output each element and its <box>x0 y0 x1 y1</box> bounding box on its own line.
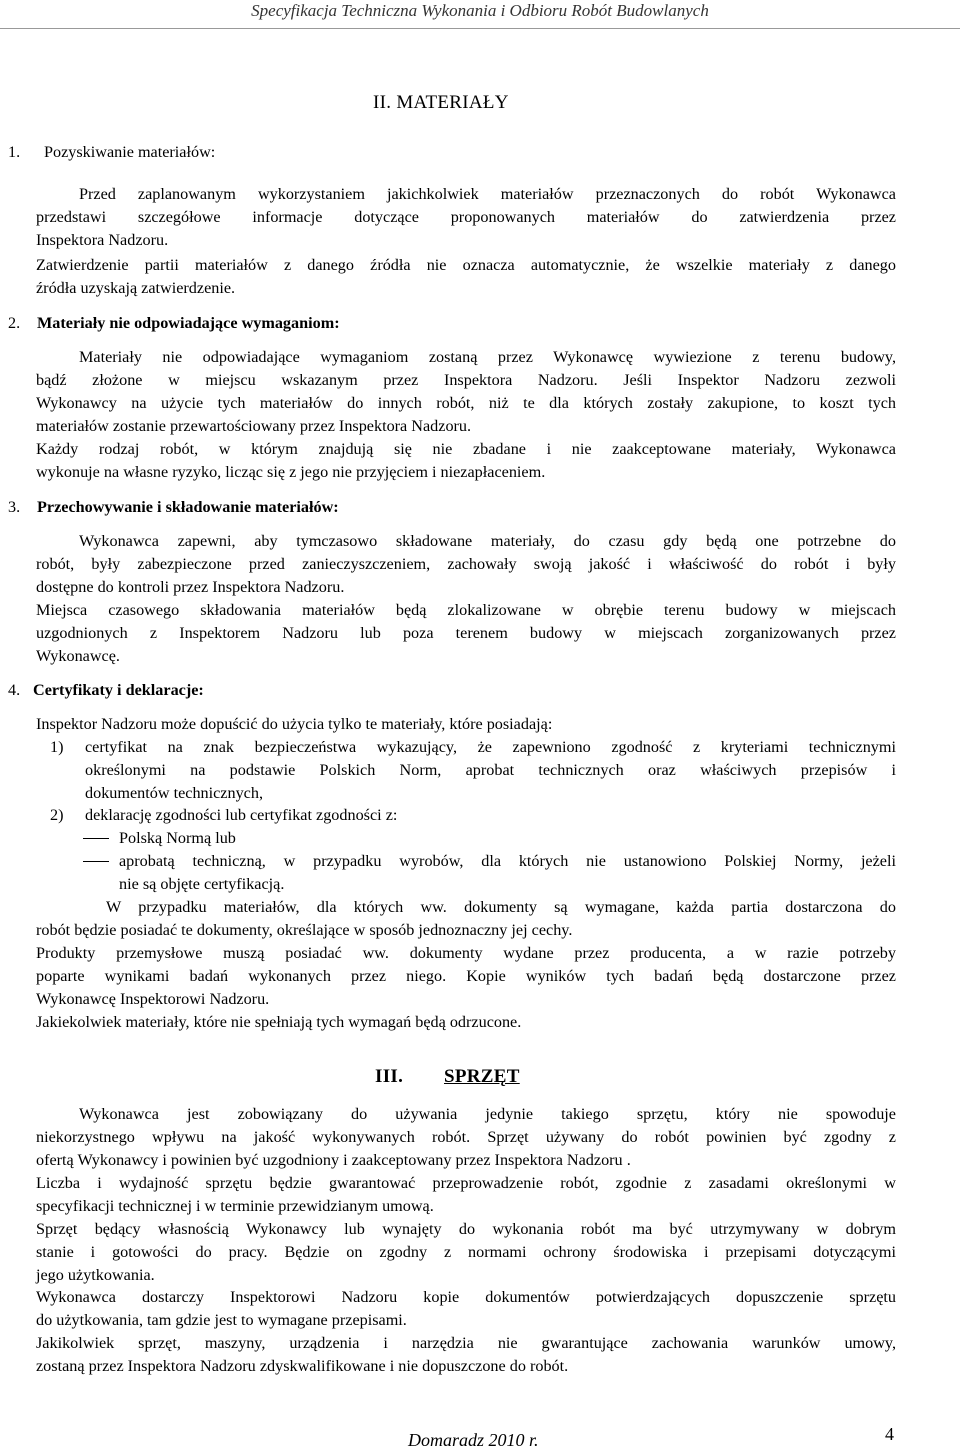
text-line: Wykonawcy na użycie tych materiałów do innych robót, niż te dla których zostały zakupione, to koszt tych <box>36 394 896 412</box>
text-line: źródła uzyskają zatwierdzenie. <box>36 279 236 297</box>
section-title-materialy: II. MATERIAŁY <box>373 92 509 113</box>
text-line: Wykonawca zapewni, aby tymczasowo składowane materiały, do czasu gdy będą one potrzebne do <box>79 532 896 550</box>
text-line: Przed zaplanowanym wykorzystaniem jakichkolwiek materiałów przeznaczonych do robót Wykonawca <box>79 185 896 203</box>
text-line: Wykonawca jest zobowiązany do używania jedynie takiego sprzętu, który nie spowoduje <box>79 1105 896 1123</box>
text-line: certyfikat na znak bezpieczeństwa wykazujący, że zapewniono zgodność z kryteriami technicznymi <box>85 738 896 756</box>
text-line: W przypadku materiałów, dla których ww. dokumenty są wymagane, każda partia dostarczona do <box>106 898 896 916</box>
text-line: dostępne do kontroli przez Inspektora Nadzoru. <box>36 578 345 596</box>
text-line: przedstawi szczegółowe informacje dotyczące proponowanych materiałów do zatwierdzenia przez <box>36 208 896 226</box>
text-line: określonymi na podstawie Polskich Norm, aprobat technicznych oraz właściwych przepisów i <box>85 761 896 779</box>
text-line: Inspektora Nadzoru. <box>36 231 169 249</box>
text-line: poparte wynikami badań wykonanych przez niego. Kopie wyników tych badań będą dostarczone przez <box>36 967 896 985</box>
page-number: 4 <box>885 1424 894 1444</box>
text-line: ofertą Wykonawcy i powinien być uzgodniony i zaakceptowany przez Inspektora Nadzoru . <box>36 1151 631 1169</box>
text-line: nie są objęte certyfikacją. <box>119 875 285 893</box>
text-line: Wykonawcę Inspektorowi Nadzoru. <box>36 990 270 1008</box>
text-line: robót będzie posiadać te dokumenty, określające w sposób jednoznaczny jej cechy. <box>36 921 573 939</box>
text-line: Inspektor Nadzoru może dopuścić do użycia tylko te materiały, które posiadają: <box>36 715 553 733</box>
subsection-number-2: 2. <box>8 314 21 332</box>
text-line: Miejsca czasowego składowania materiałów będą zlokalizowane w obrębie terenu budowy w miejscach <box>36 601 896 619</box>
text-line: zostaną przez Inspektora Nadzoru zdyskwalifikowane i nie dopuszczone do robót. <box>36 1357 569 1375</box>
text-line: Liczba i wydajność sprzętu będzie gwarantować przeprowadzenie robót, zgodnie z zasadami określonymi w <box>36 1174 896 1192</box>
text-line: Wykonawca dostarczy Inspektorowi Nadzoru kopie dokumentów potwierdzających dopuszczenie sprzętu <box>36 1288 896 1306</box>
footer-location-date: Domaradz 2010 r. <box>408 1430 539 1450</box>
text-line: wykonuje na własne ryzyko, licząc się z jego nie przyjęciem i niezapłaceniem. <box>36 463 546 481</box>
text-line: robót, były zabezpieczone przed zanieczyszczeniem, zachowały swoją jakość i właściwość do robót i były <box>36 555 896 573</box>
text-line: do użytkowania, tam gdzie jest to wymagane przepisami. <box>36 1311 407 1329</box>
section-title-sprzet: SPRZĘT <box>444 1066 520 1087</box>
subsection-number-1: 1. <box>8 143 21 161</box>
text-line: stanie i gotowości do pracy. Będzie on zgodny z normami ochrony środowiska i przepisami dotyczącymi <box>36 1243 896 1261</box>
text-line: uzgodnionych z Inspektorem Nadzoru lub poza terenem budowy w miejscach zorganizowanych przez <box>36 624 896 642</box>
text-line: Zatwierdzenie partii materiałów z danego źródła nie oznacza automatycznie, że wszelkie materiały z danego <box>36 256 896 274</box>
text-line: Jakiekolwiek materiały, które nie spełniają tych wymagań będą odrzucone. <box>36 1013 522 1031</box>
text-line: materiałów zostanie przewartościowany przez Inspektora Nadzoru. <box>36 417 472 435</box>
text-line: bądź złożone w miejscu wskazanym przez Inspektora Nadzoru. Jeśli Inspektor Nadzoru zezwoli <box>36 371 896 389</box>
subsection-title-2: Materiały nie odpowiadające wymaganiom: <box>37 314 340 332</box>
text-line: deklarację zgodności lub certyfikat zgodności z: <box>85 806 398 824</box>
subsection-number-4: 4. <box>8 681 21 699</box>
list-number-1: 1) <box>50 738 64 756</box>
header-rule <box>0 28 960 29</box>
subsection-title-4: Certyfikaty i deklaracje: <box>33 681 204 699</box>
text-line: Materiały nie odpowiadające wymaganiom zostaną przez Wykonawcę wywiezione z terenu budowy, <box>79 348 896 366</box>
text-line: Każdy rodzaj robót, w którym znajdują się nie zbadane i nie zaakceptowane materiały, Wykonawca <box>36 440 896 458</box>
list-number-2: 2) <box>50 806 64 824</box>
dash-bullet <box>83 861 109 862</box>
subsection-number-3: 3. <box>8 498 21 516</box>
text-line: aprobatą techniczną, w przypadku wyrobów, dla których nie ustanowiono Polskiej Normy, jeżeli <box>119 852 896 870</box>
text-line: dokumentów technicznych, <box>85 784 264 802</box>
text-line: Sprzęt będący własnością Wykonawcy lub wynajęty do wykonania robót ma być utrzymywany w dobrym <box>36 1220 896 1238</box>
dash-bullet <box>83 838 109 839</box>
text-line: specyfikacji technicznej i w terminie przewidzianym umową. <box>36 1197 434 1215</box>
section-number-iii: III. <box>375 1066 404 1087</box>
text-line: Polską Normą lub <box>119 829 236 847</box>
subsection-title-1: Pozyskiwanie materiałów: <box>44 143 216 161</box>
text-line: Wykonawcę. <box>36 647 120 665</box>
running-header: Specyfikacja Techniczna Wykonania i Odbioru Robót Budowlanych <box>251 1 709 20</box>
text-line: jego użytkowania. <box>36 1266 155 1284</box>
text-line: Jakikolwiek sprzęt, maszyny, urządzenia i narzędzia nie gwarantujące zachowania warunków umowy, <box>36 1334 896 1352</box>
subsection-title-3: Przechowywanie i składowanie materiałów: <box>37 498 339 516</box>
text-line: Produkty przemysłowe muszą posiadać ww. dokumenty wydane przez producenta, a w razie potrzeby <box>36 944 896 962</box>
text-line: niekorzystnego wpływu na jakość wykonywanych robót. Sprzęt używany do robót powinien być zgodny z <box>36 1128 896 1146</box>
